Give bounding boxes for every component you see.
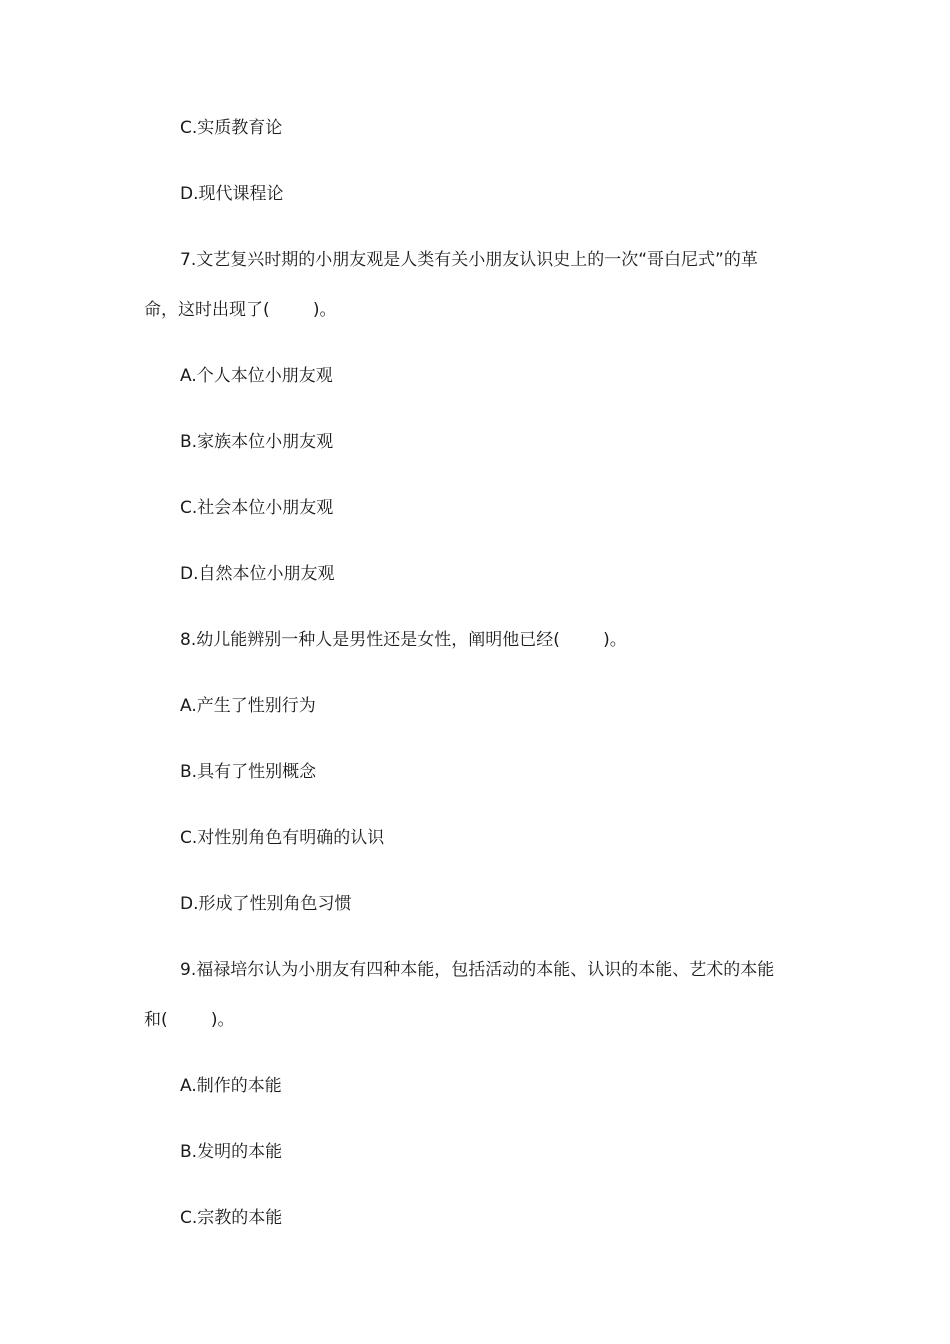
option-9a: A.制作的本能 xyxy=(180,1076,282,1096)
option-8a: A.产生了性别行为 xyxy=(180,696,316,716)
option-7a: A.个人本位小朋友观 xyxy=(180,366,333,386)
option-9b: B.发明的本能 xyxy=(180,1142,283,1162)
option-8b: B.具有了性别概念 xyxy=(180,762,317,782)
question-8: 8.幼儿能辨别一种人是男性还是女性，阐明他已经( )。 xyxy=(180,630,627,650)
question-7: 7.文艺复兴时期的小朋友观是人类有关小朋友认识史上的一次“哥白尼式”的革 xyxy=(180,250,758,270)
option-9c: C.宗教的本能 xyxy=(180,1208,283,1228)
option-7d: D.自然本位小朋友观 xyxy=(180,564,335,584)
option-7b: B.家族本位小朋友观 xyxy=(180,432,334,452)
question-9: 9.福禄培尔认为小朋友有四种本能，包括活动的本能、认识的本能、艺术的本能 xyxy=(180,960,775,980)
option-6d: D.现代课程论 xyxy=(180,184,284,204)
option-7c: C.社会本位小朋友观 xyxy=(180,498,334,518)
option-8d: D.形成了性别角色习惯 xyxy=(180,894,352,914)
option-8c: C.对性别角色有明确的认识 xyxy=(180,828,385,848)
option-6c: C.实质教育论 xyxy=(180,118,283,138)
question-9-continued: 和( )。 xyxy=(144,1010,235,1030)
question-7-continued: 命，这时出现了( )。 xyxy=(144,300,337,320)
